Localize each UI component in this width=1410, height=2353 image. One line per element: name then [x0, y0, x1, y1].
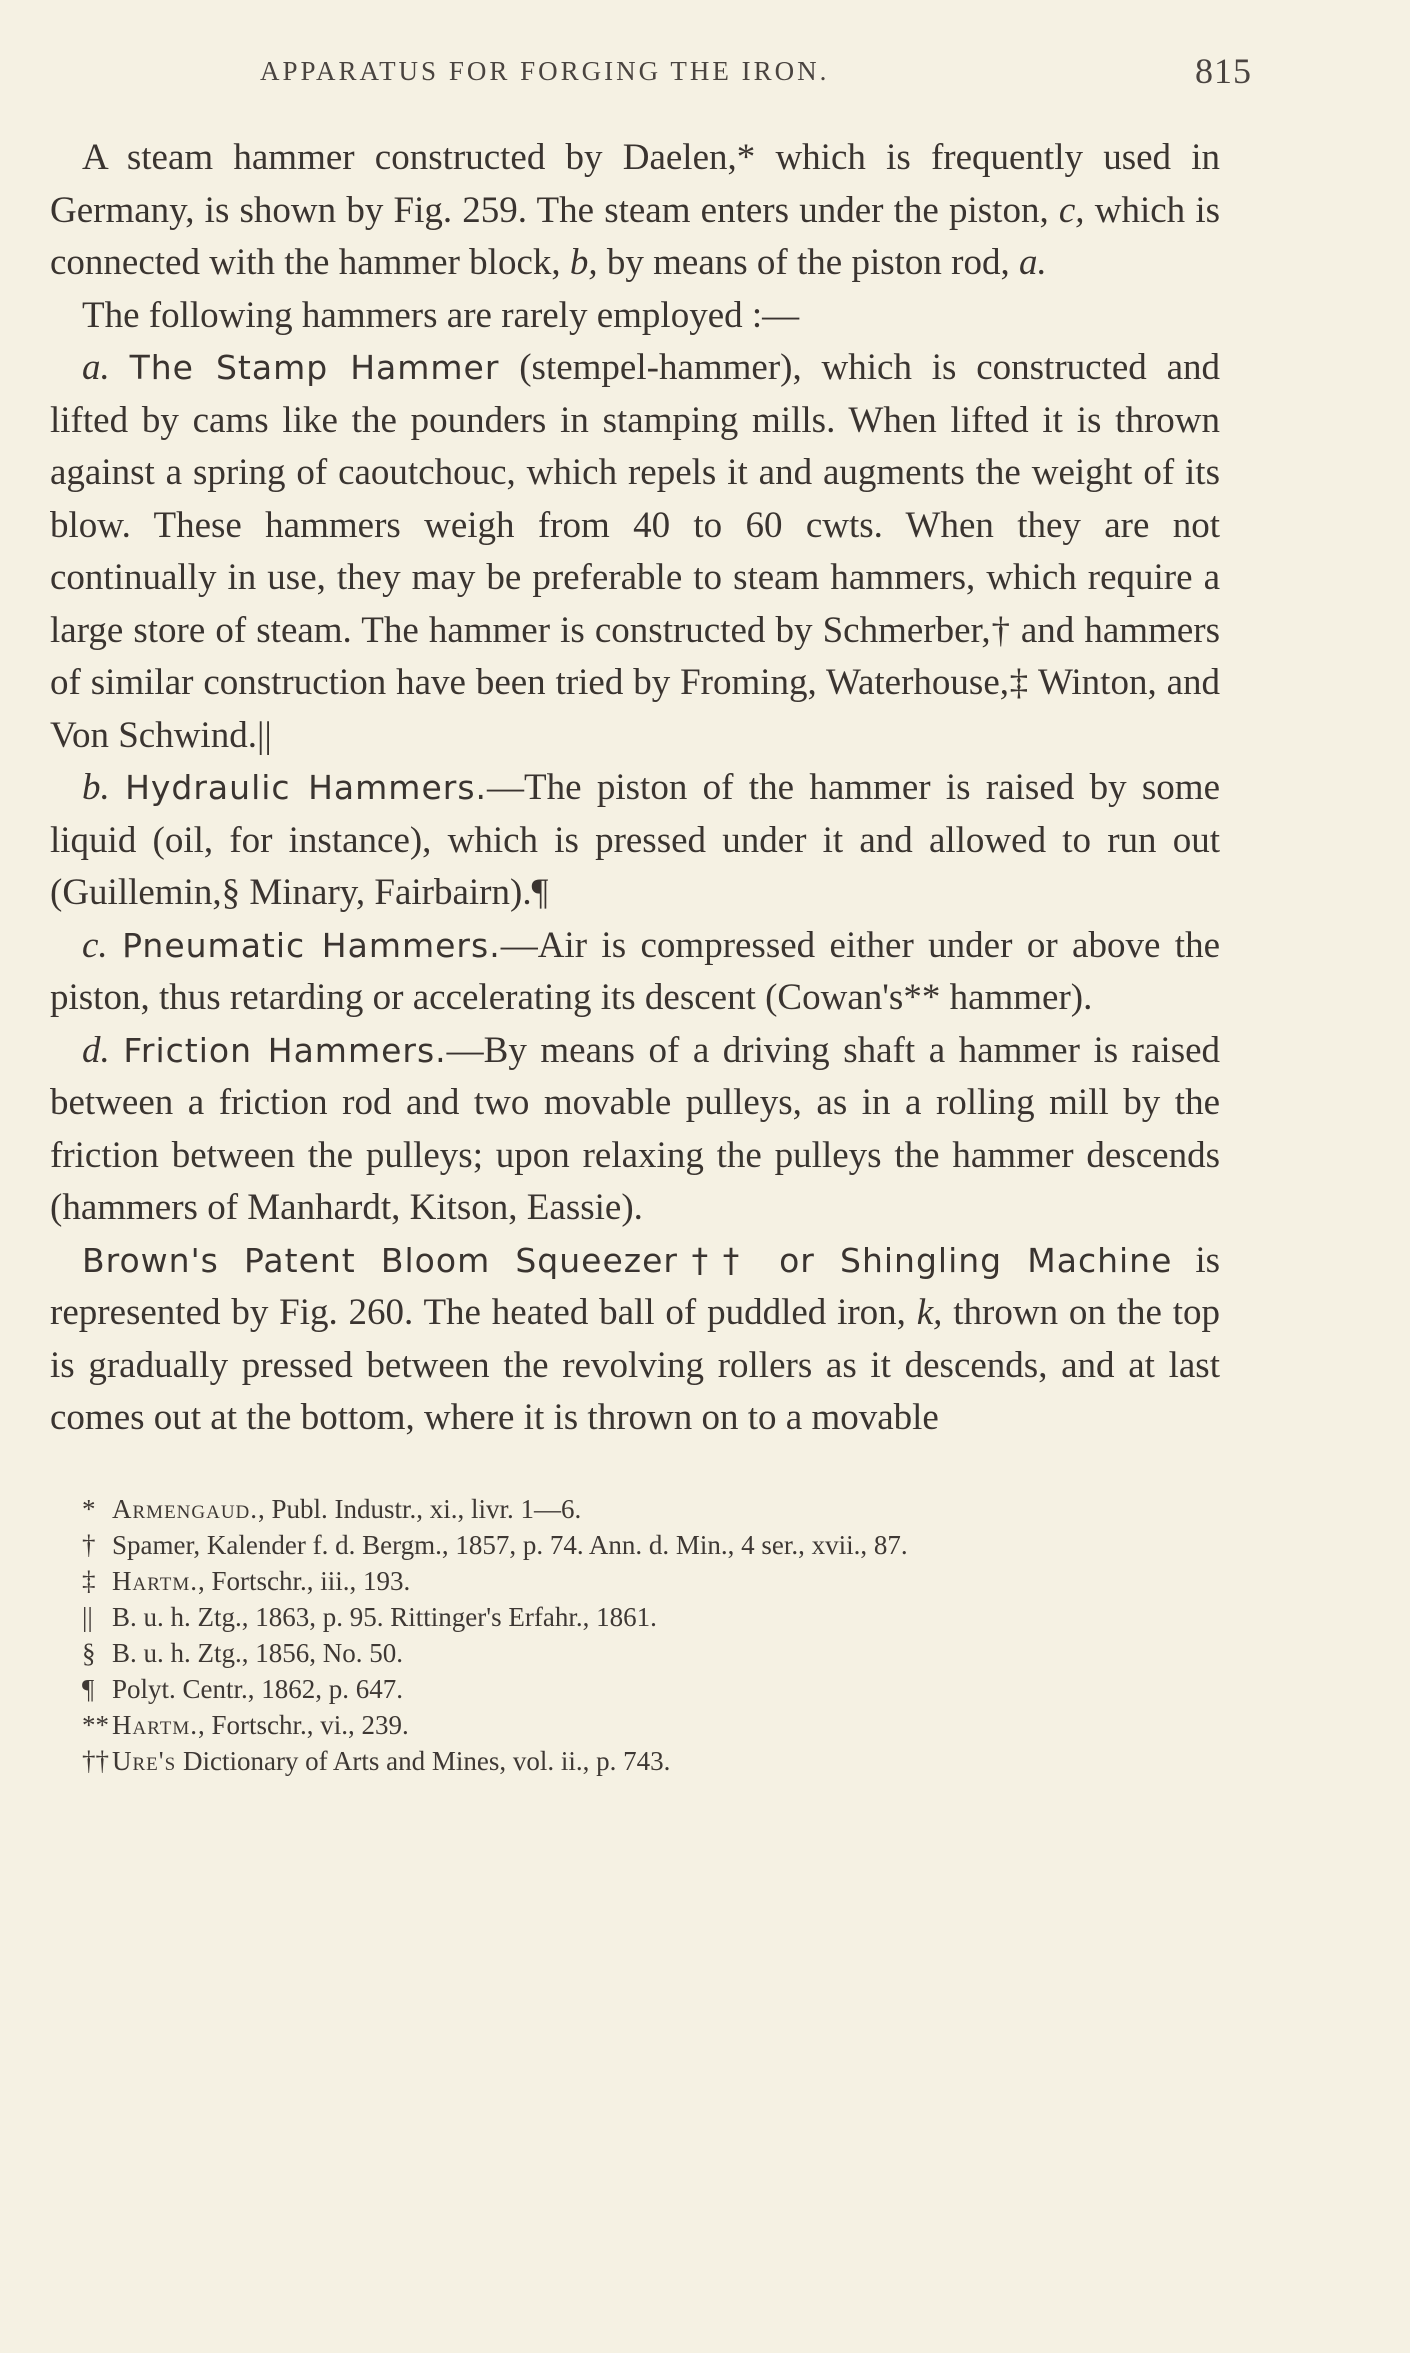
heading-hydraulic-hammers: Hydraulic Hammers. [125, 768, 488, 807]
paragraph-rare-hammers-intro: The following hammers are rarely employed :— [82, 294, 800, 336]
heading-pneumatic-hammers: Pneumatic Hammers. [122, 925, 501, 965]
paragraph-daelen-hammer: A steam hammer constructed by Daelen,* which is frequently used in Germany, is shown by Fig. 259. The steam enters under the piston, c, which is connected with the hammer block, b, by means of the piston rod, a. [50, 137, 1221, 283]
footnote: § B. u. h. Ztg., 1856, No. 50. [82, 1637, 404, 1668]
footnote: || B. u. h. Ztg., 1863, p. 95. Rittinger's Erfahr., 1861. [82, 1601, 657, 1632]
footnote: * Armengaud., Publ. Industr., xi., livr. 1—6. [82, 1493, 582, 1524]
running-header [50, 50, 1252, 110]
paragraph-hydraulic-hammers: b. Hydraulic Hammers.—The piston of the hammer is raised by some liquid (oil, for instance), which is pressed under it and allowed to run out (Guillemin,§ Minary, Fairbairn).¶ [50, 767, 1220, 913]
page-number: 815 [1195, 51, 1252, 91]
paragraph-stamp-hammer: a. The Stamp Hammer (stempel-hammer), which is constructed and lifted by cams like the pounders in stamping mills. When lifted it is thrown against a spring of caoutchouc, which repels it and augments the weight of its blow. These hammers weigh from 40 to 60 cwts. When they are not continually in use, they may be preferable to steam hammers, which require a large store of steam. The hammer is constructed by Schmerber,† and hammers of similar construction have been tried by Froming, Waterhouse,‡ Winton, and Von Schwind.|| [50, 347, 1221, 756]
running-title: APPARATUS FOR FORGING THE IRON. [260, 56, 830, 86]
paragraph-brown-squeezer: Brown's Patent Bloom Squeezer†† or Shingling Machine is represented by Fig. 260. The heated ball of puddled iron, k, thrown on the top is gradually pressed between the revolving rollers as it descends, and at last comes out at the bottom, where it is thrown on to a movable [50, 1239, 1220, 1438]
book-page [50, 50, 1252, 1779]
footnote: ** Hartm., Fortschr., vi., 239. [82, 1709, 409, 1740]
footnote: † Spamer, Kalender f. d. Bergm., 1857, p. 74. Ann. d. Min., 4 ser., xvii., 87. [82, 1529, 908, 1560]
heading-brown-squeezer: Brown's Patent Bloom Squeezer†† or Shingling Machine [82, 1240, 1173, 1280]
footnote: ‡ Hartm., Fortschr., iii., 193. [82, 1565, 411, 1596]
footnote: ¶ Polyt. Centr., 1862, p. 647. [82, 1673, 404, 1704]
main-text [50, 132, 1220, 1445]
paragraph-friction-hammers: d. Friction Hammers.—By means of a driving shaft a hammer is raised between a friction rod and two movable pulleys, as in a rolling mill by the friction between the pulleys; upon relaxing the pulleys the hammer descends (hammers of Manhardt, Kitson, Eassie). [50, 1029, 1221, 1228]
footnotes [50, 1491, 1220, 1779]
heading-friction-hammers: Friction Hammers. [123, 1030, 447, 1070]
paragraph-pneumatic-hammers: c. Pneumatic Hammers.—Air is compressed either under or above the piston, thus retarding or accelerating its descent (Cowan's** hammer). [50, 924, 1220, 1018]
heading-stamp-hammer: The Stamp Hammer [129, 348, 500, 387]
footnote: †† Ure's Dictionary of Arts and Mines, vol. ii., p. 743. [82, 1745, 671, 1776]
